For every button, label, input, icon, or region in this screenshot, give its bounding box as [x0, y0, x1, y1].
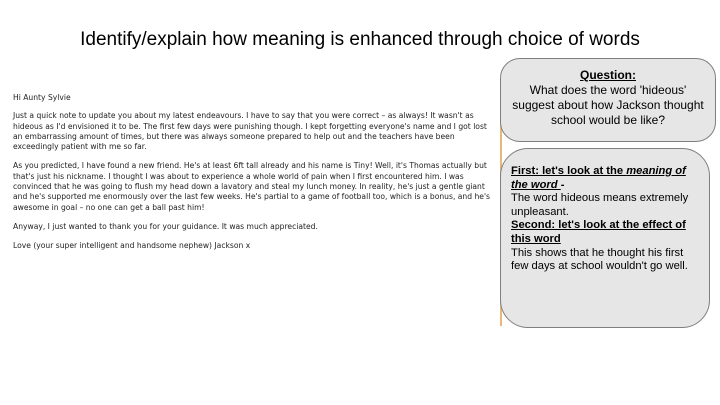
first-step-label-a: First: let's look at the	[511, 165, 627, 177]
question-heading: Question:	[580, 68, 636, 82]
letter-image	[10, 85, 502, 325]
question-text: What does the word 'hideous' suggest about how Jackson thought school would be like?	[512, 83, 704, 127]
letter-signoff: Love (your super intelligent and handsome nephew) Jackson x	[13, 241, 251, 251]
letter-paragraph-2: As you predicted, I have found a new friend. He's at least 6ft tall already and his name is Tiny! Well, it's Thomas actually but that's just his nickname. I thought I was about to experience a whole world of pain when I first encountered him. I was convinced that he was going to flush my head down a lavatory and steal my lunch money. In reality, he's just a gentle giant and he's supported me enormously over the last few weeks. He's partial to a game of football too, which is a bonus, and he's awesome in goal – no one can get a ball past him!	[13, 161, 491, 212]
first-step-text: The word hideous means extremely unpleasant.	[511, 192, 689, 218]
answer-callout	[500, 148, 710, 328]
question-callout	[500, 58, 716, 142]
slide-title: Identify/explain how meaning is enhanced through choice of words	[80, 29, 640, 50]
second-step-label: Second: let's look at the effect of this word	[511, 219, 686, 245]
first-step-dash: -	[560, 178, 565, 191]
letter-paragraph-1: Just a quick note to update you about my latest endeavours. I have to say that you were correct – as always! It wasn't as hideous as I'd envisioned it to be. The first few days were punishing though. I kept forgetting everyone's name and I got lost an embarrassing amount of times, but there was always someone prepared to help out and the teachers have been exceedingly patient with me so far.	[13, 111, 487, 152]
letter-greeting: Hi Aunty Sylvie	[13, 93, 71, 102]
second-step-text: This shows that he thought his first few days at school wouldn't go well.	[511, 246, 688, 273]
letter-paragraph-3: Anyway, I just wanted to thank you for your guidance. It was much appreciated.	[13, 221, 318, 231]
first-step-label-b: meaning of the word	[511, 165, 686, 191]
first-step-label	[511, 165, 699, 192]
